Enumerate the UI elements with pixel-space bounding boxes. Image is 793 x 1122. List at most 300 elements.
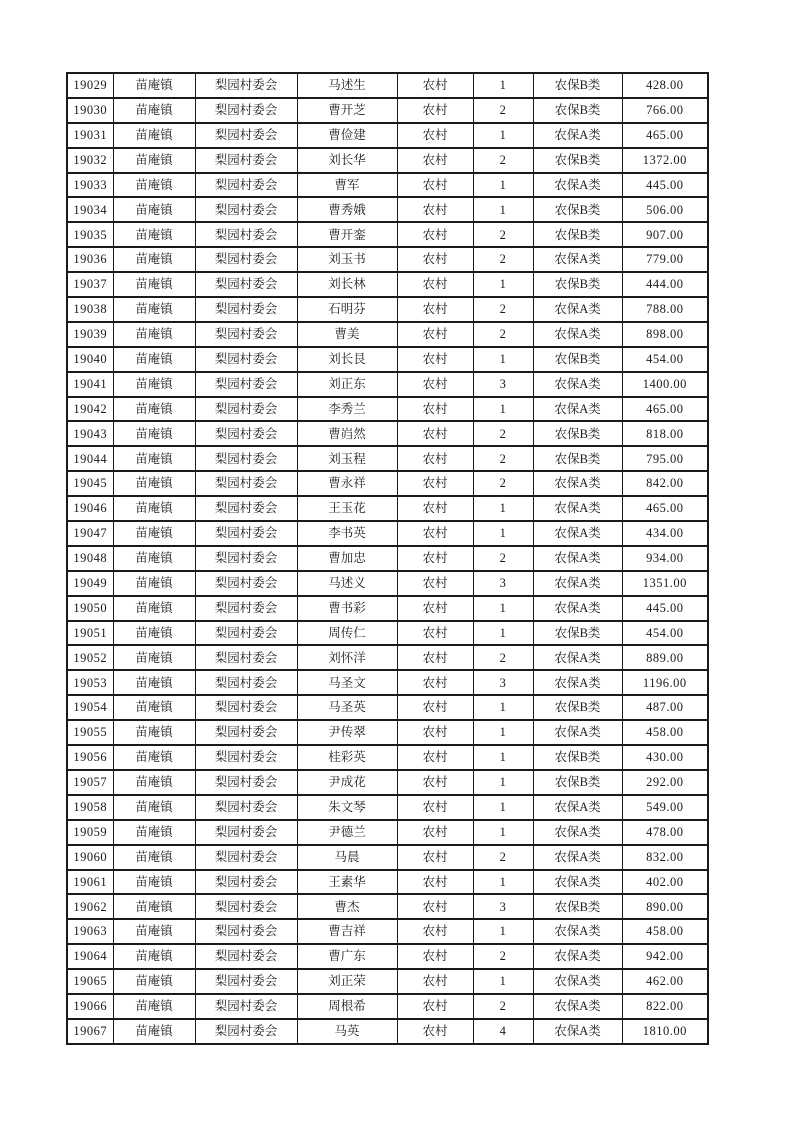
table-row bbox=[67, 1019, 708, 1044]
village-committee: 梨园村委会 bbox=[195, 645, 297, 670]
amount: 430.00 bbox=[622, 745, 708, 770]
table-row bbox=[67, 670, 708, 695]
village-committee: 梨园村委会 bbox=[195, 347, 297, 372]
table-row bbox=[67, 969, 708, 994]
person-count: 2 bbox=[473, 446, 533, 471]
village-committee: 梨园村委会 bbox=[195, 894, 297, 919]
town: 苗庵镇 bbox=[113, 173, 195, 198]
person-name: 曹广东 bbox=[297, 944, 397, 969]
insurance-type: 农保A类 bbox=[533, 521, 622, 546]
amount: 1196.00 bbox=[622, 670, 708, 695]
household-category: 农村 bbox=[397, 322, 473, 347]
household-category: 农村 bbox=[397, 73, 473, 98]
table-row bbox=[67, 795, 708, 820]
insurance-type: 农保B类 bbox=[533, 272, 622, 297]
household-category: 农村 bbox=[397, 247, 473, 272]
record-id: 19050 bbox=[67, 596, 113, 621]
person-name: 曹开銮 bbox=[297, 222, 397, 247]
person-count: 2 bbox=[473, 322, 533, 347]
household-category: 农村 bbox=[397, 347, 473, 372]
amount: 788.00 bbox=[622, 297, 708, 322]
person-name: 刘玉书 bbox=[297, 247, 397, 272]
person-name: 王素华 bbox=[297, 870, 397, 895]
person-name: 刘玉程 bbox=[297, 446, 397, 471]
person-name: 朱文琴 bbox=[297, 795, 397, 820]
person-count: 1 bbox=[473, 347, 533, 372]
person-count: 1 bbox=[473, 795, 533, 820]
insurance-type: 农保A类 bbox=[533, 247, 622, 272]
insurance-type: 农保B类 bbox=[533, 347, 622, 372]
town: 苗庵镇 bbox=[113, 994, 195, 1019]
amount: 907.00 bbox=[622, 222, 708, 247]
person-name: 曹美 bbox=[297, 322, 397, 347]
household-category: 农村 bbox=[397, 770, 473, 795]
town: 苗庵镇 bbox=[113, 670, 195, 695]
amount: 818.00 bbox=[622, 421, 708, 446]
person-count: 3 bbox=[473, 670, 533, 695]
record-id: 19039 bbox=[67, 322, 113, 347]
person-name: 马圣英 bbox=[297, 695, 397, 720]
insurance-type: 农保A类 bbox=[533, 944, 622, 969]
amount: 1351.00 bbox=[622, 571, 708, 596]
town: 苗庵镇 bbox=[113, 471, 195, 496]
person-count: 2 bbox=[473, 148, 533, 173]
insurance-type: 农保B类 bbox=[533, 222, 622, 247]
person-name: 周根希 bbox=[297, 994, 397, 1019]
household-category: 农村 bbox=[397, 272, 473, 297]
amount: 465.00 bbox=[622, 123, 708, 148]
table-row bbox=[67, 421, 708, 446]
insurance-type: 农保A类 bbox=[533, 123, 622, 148]
table-row bbox=[67, 919, 708, 944]
town: 苗庵镇 bbox=[113, 397, 195, 422]
village-committee: 梨园村委会 bbox=[195, 222, 297, 247]
amount: 454.00 bbox=[622, 621, 708, 646]
household-category: 农村 bbox=[397, 197, 473, 222]
town: 苗庵镇 bbox=[113, 1019, 195, 1044]
amount: 445.00 bbox=[622, 596, 708, 621]
household-category: 农村 bbox=[397, 969, 473, 994]
town: 苗庵镇 bbox=[113, 446, 195, 471]
household-category: 农村 bbox=[397, 421, 473, 446]
table-row bbox=[67, 73, 708, 98]
person-count: 1 bbox=[473, 123, 533, 148]
town: 苗庵镇 bbox=[113, 123, 195, 148]
person-count: 1 bbox=[473, 173, 533, 198]
amount: 444.00 bbox=[622, 272, 708, 297]
village-committee: 梨园村委会 bbox=[195, 148, 297, 173]
village-committee: 梨园村委会 bbox=[195, 397, 297, 422]
insurance-type: 农保B类 bbox=[533, 894, 622, 919]
person-count: 1 bbox=[473, 770, 533, 795]
insurance-type: 农保A类 bbox=[533, 596, 622, 621]
person-count: 2 bbox=[473, 645, 533, 670]
amount: 889.00 bbox=[622, 645, 708, 670]
insurance-type: 农保A类 bbox=[533, 919, 622, 944]
village-committee: 梨园村委会 bbox=[195, 98, 297, 123]
record-id: 19058 bbox=[67, 795, 113, 820]
amount: 402.00 bbox=[622, 870, 708, 895]
record-id: 19038 bbox=[67, 297, 113, 322]
insurance-type: 农保A类 bbox=[533, 397, 622, 422]
table-row bbox=[67, 596, 708, 621]
record-id: 19033 bbox=[67, 173, 113, 198]
household-category: 农村 bbox=[397, 471, 473, 496]
record-id: 19037 bbox=[67, 272, 113, 297]
record-id: 19035 bbox=[67, 222, 113, 247]
person-name: 曹秀娥 bbox=[297, 197, 397, 222]
village-committee: 梨园村委会 bbox=[195, 123, 297, 148]
insurance-type: 农保A类 bbox=[533, 372, 622, 397]
record-id: 19051 bbox=[67, 621, 113, 646]
town: 苗庵镇 bbox=[113, 919, 195, 944]
table-row bbox=[67, 247, 708, 272]
village-committee: 梨园村委会 bbox=[195, 969, 297, 994]
table-row bbox=[67, 621, 708, 646]
town: 苗庵镇 bbox=[113, 496, 195, 521]
table-row bbox=[67, 994, 708, 1019]
person-name: 曹吉祥 bbox=[297, 919, 397, 944]
village-committee: 梨园村委会 bbox=[195, 471, 297, 496]
village-committee: 梨园村委会 bbox=[195, 919, 297, 944]
person-name: 曹开芝 bbox=[297, 98, 397, 123]
record-id: 19036 bbox=[67, 247, 113, 272]
amount: 434.00 bbox=[622, 521, 708, 546]
town: 苗庵镇 bbox=[113, 645, 195, 670]
record-id: 19062 bbox=[67, 894, 113, 919]
record-id: 19064 bbox=[67, 944, 113, 969]
insurance-type: 农保B类 bbox=[533, 770, 622, 795]
household-category: 农村 bbox=[397, 695, 473, 720]
village-committee: 梨园村委会 bbox=[195, 745, 297, 770]
household-category: 农村 bbox=[397, 148, 473, 173]
town: 苗庵镇 bbox=[113, 148, 195, 173]
town: 苗庵镇 bbox=[113, 969, 195, 994]
person-count: 1 bbox=[473, 820, 533, 845]
town: 苗庵镇 bbox=[113, 596, 195, 621]
town: 苗庵镇 bbox=[113, 870, 195, 895]
table-row bbox=[67, 446, 708, 471]
record-id: 19054 bbox=[67, 695, 113, 720]
insurance-type: 农保A类 bbox=[533, 820, 622, 845]
amount: 934.00 bbox=[622, 546, 708, 571]
record-id: 19032 bbox=[67, 148, 113, 173]
person-name: 石明芬 bbox=[297, 297, 397, 322]
insurance-type: 农保A类 bbox=[533, 870, 622, 895]
person-count: 4 bbox=[473, 1019, 533, 1044]
town: 苗庵镇 bbox=[113, 770, 195, 795]
person-name: 曹岿然 bbox=[297, 421, 397, 446]
person-name: 曹书彩 bbox=[297, 596, 397, 621]
insurance-type: 农保B类 bbox=[533, 73, 622, 98]
amount: 1810.00 bbox=[622, 1019, 708, 1044]
person-count: 3 bbox=[473, 372, 533, 397]
insurance-type: 农保A类 bbox=[533, 645, 622, 670]
amount: 1400.00 bbox=[622, 372, 708, 397]
town: 苗庵镇 bbox=[113, 372, 195, 397]
record-id: 19061 bbox=[67, 870, 113, 895]
person-name: 王玉花 bbox=[297, 496, 397, 521]
town: 苗庵镇 bbox=[113, 820, 195, 845]
insurance-type: 农保A类 bbox=[533, 795, 622, 820]
household-category: 农村 bbox=[397, 670, 473, 695]
village-committee: 梨园村委会 bbox=[195, 621, 297, 646]
amount: 487.00 bbox=[622, 695, 708, 720]
record-id: 19066 bbox=[67, 994, 113, 1019]
village-committee: 梨园村委会 bbox=[195, 720, 297, 745]
insurance-type: 农保A类 bbox=[533, 670, 622, 695]
person-name: 曹军 bbox=[297, 173, 397, 198]
amount: 458.00 bbox=[622, 720, 708, 745]
village-committee: 梨园村委会 bbox=[195, 1019, 297, 1044]
amount: 795.00 bbox=[622, 446, 708, 471]
amount: 890.00 bbox=[622, 894, 708, 919]
amount: 458.00 bbox=[622, 919, 708, 944]
household-category: 农村 bbox=[397, 795, 473, 820]
table-row bbox=[67, 272, 708, 297]
person-name: 刘怀洋 bbox=[297, 645, 397, 670]
person-name: 桂彩英 bbox=[297, 745, 397, 770]
table-row bbox=[67, 745, 708, 770]
town: 苗庵镇 bbox=[113, 322, 195, 347]
table-row bbox=[67, 297, 708, 322]
insurance-type: 农保A类 bbox=[533, 297, 622, 322]
person-count: 3 bbox=[473, 571, 533, 596]
amount: 766.00 bbox=[622, 98, 708, 123]
insurance-type: 农保B类 bbox=[533, 695, 622, 720]
town: 苗庵镇 bbox=[113, 222, 195, 247]
town: 苗庵镇 bbox=[113, 720, 195, 745]
record-id: 19045 bbox=[67, 471, 113, 496]
household-category: 农村 bbox=[397, 720, 473, 745]
village-committee: 梨园村委会 bbox=[195, 596, 297, 621]
insurance-type: 农保A类 bbox=[533, 496, 622, 521]
insurance-type: 农保B类 bbox=[533, 446, 622, 471]
record-id: 19060 bbox=[67, 845, 113, 870]
table-row bbox=[67, 222, 708, 247]
amount: 292.00 bbox=[622, 770, 708, 795]
insurance-type: 农保B类 bbox=[533, 148, 622, 173]
person-name: 周传仁 bbox=[297, 621, 397, 646]
household-category: 农村 bbox=[397, 297, 473, 322]
person-name: 马晨 bbox=[297, 845, 397, 870]
insurance-type: 农保A类 bbox=[533, 173, 622, 198]
amount: 465.00 bbox=[622, 397, 708, 422]
household-category: 农村 bbox=[397, 845, 473, 870]
household-category: 农村 bbox=[397, 397, 473, 422]
town: 苗庵镇 bbox=[113, 521, 195, 546]
record-id: 19040 bbox=[67, 347, 113, 372]
village-committee: 梨园村委会 bbox=[195, 795, 297, 820]
person-name: 尹德兰 bbox=[297, 820, 397, 845]
amount: 1372.00 bbox=[622, 148, 708, 173]
table-row bbox=[67, 521, 708, 546]
person-count: 2 bbox=[473, 944, 533, 969]
household-category: 农村 bbox=[397, 521, 473, 546]
village-committee: 梨园村委会 bbox=[195, 670, 297, 695]
person-count: 1 bbox=[473, 496, 533, 521]
record-id: 19049 bbox=[67, 571, 113, 596]
village-committee: 梨园村委会 bbox=[195, 197, 297, 222]
table-row bbox=[67, 197, 708, 222]
insurance-type: 农保B类 bbox=[533, 745, 622, 770]
person-count: 2 bbox=[473, 845, 533, 870]
household-category: 农村 bbox=[397, 546, 473, 571]
town: 苗庵镇 bbox=[113, 571, 195, 596]
person-name: 尹成花 bbox=[297, 770, 397, 795]
insurance-type: 农保A类 bbox=[533, 471, 622, 496]
record-id: 19067 bbox=[67, 1019, 113, 1044]
table-row bbox=[67, 870, 708, 895]
household-category: 农村 bbox=[397, 123, 473, 148]
table-row bbox=[67, 173, 708, 198]
person-count: 1 bbox=[473, 919, 533, 944]
town: 苗庵镇 bbox=[113, 944, 195, 969]
table-row bbox=[67, 372, 708, 397]
village-committee: 梨园村委会 bbox=[195, 546, 297, 571]
household-category: 农村 bbox=[397, 571, 473, 596]
table-row bbox=[67, 820, 708, 845]
person-count: 3 bbox=[473, 894, 533, 919]
household-category: 农村 bbox=[397, 173, 473, 198]
table-row bbox=[67, 571, 708, 596]
village-committee: 梨园村委会 bbox=[195, 372, 297, 397]
record-id: 19057 bbox=[67, 770, 113, 795]
person-name: 李书英 bbox=[297, 521, 397, 546]
table-row bbox=[67, 347, 708, 372]
insurance-type: 农保A类 bbox=[533, 1019, 622, 1044]
person-count: 1 bbox=[473, 197, 533, 222]
record-id: 19042 bbox=[67, 397, 113, 422]
village-committee: 梨园村委会 bbox=[195, 496, 297, 521]
village-committee: 梨园村委会 bbox=[195, 944, 297, 969]
person-count: 2 bbox=[473, 994, 533, 1019]
table-row bbox=[67, 845, 708, 870]
town: 苗庵镇 bbox=[113, 197, 195, 222]
household-category: 农村 bbox=[397, 870, 473, 895]
person-count: 1 bbox=[473, 73, 533, 98]
amount: 942.00 bbox=[622, 944, 708, 969]
household-category: 农村 bbox=[397, 820, 473, 845]
town: 苗庵镇 bbox=[113, 421, 195, 446]
person-count: 1 bbox=[473, 969, 533, 994]
village-committee: 梨园村委会 bbox=[195, 994, 297, 1019]
insurance-type: 农保A类 bbox=[533, 322, 622, 347]
household-category: 农村 bbox=[397, 222, 473, 247]
town: 苗庵镇 bbox=[113, 247, 195, 272]
person-name: 曹加忠 bbox=[297, 546, 397, 571]
record-id: 19056 bbox=[67, 745, 113, 770]
insurance-type: 农保A类 bbox=[533, 546, 622, 571]
person-name: 曹永祥 bbox=[297, 471, 397, 496]
village-committee: 梨园村委会 bbox=[195, 297, 297, 322]
village-committee: 梨园村委会 bbox=[195, 173, 297, 198]
amount: 478.00 bbox=[622, 820, 708, 845]
person-name: 刘长林 bbox=[297, 272, 397, 297]
record-id: 19065 bbox=[67, 969, 113, 994]
person-count: 1 bbox=[473, 596, 533, 621]
town: 苗庵镇 bbox=[113, 546, 195, 571]
person-count: 2 bbox=[473, 247, 533, 272]
person-name: 曹俭建 bbox=[297, 123, 397, 148]
insurance-type: 农保A类 bbox=[533, 720, 622, 745]
person-name: 尹传翠 bbox=[297, 720, 397, 745]
household-category: 农村 bbox=[397, 98, 473, 123]
amount: 462.00 bbox=[622, 969, 708, 994]
household-category: 农村 bbox=[397, 596, 473, 621]
record-id: 19041 bbox=[67, 372, 113, 397]
table-row bbox=[67, 98, 708, 123]
amount: 465.00 bbox=[622, 496, 708, 521]
person-count: 1 bbox=[473, 521, 533, 546]
person-name: 刘长华 bbox=[297, 148, 397, 173]
amount: 822.00 bbox=[622, 994, 708, 1019]
village-committee: 梨园村委会 bbox=[195, 770, 297, 795]
person-name: 曹杰 bbox=[297, 894, 397, 919]
household-category: 农村 bbox=[397, 894, 473, 919]
household-category: 农村 bbox=[397, 621, 473, 646]
record-id: 19043 bbox=[67, 421, 113, 446]
village-committee: 梨园村委会 bbox=[195, 820, 297, 845]
record-id: 19063 bbox=[67, 919, 113, 944]
person-count: 2 bbox=[473, 471, 533, 496]
person-name: 马述生 bbox=[297, 73, 397, 98]
record-id: 19047 bbox=[67, 521, 113, 546]
table-row bbox=[67, 471, 708, 496]
person-count: 1 bbox=[473, 272, 533, 297]
insurance-type: 农保B类 bbox=[533, 197, 622, 222]
record-id: 19046 bbox=[67, 496, 113, 521]
insurance-type: 农保A类 bbox=[533, 845, 622, 870]
person-name: 李秀兰 bbox=[297, 397, 397, 422]
town: 苗庵镇 bbox=[113, 621, 195, 646]
amount: 549.00 bbox=[622, 795, 708, 820]
benefits-table bbox=[66, 72, 709, 1045]
household-category: 农村 bbox=[397, 496, 473, 521]
household-category: 农村 bbox=[397, 944, 473, 969]
village-committee: 梨园村委会 bbox=[195, 322, 297, 347]
town: 苗庵镇 bbox=[113, 695, 195, 720]
amount: 428.00 bbox=[622, 73, 708, 98]
household-category: 农村 bbox=[397, 446, 473, 471]
table-body bbox=[67, 73, 708, 1044]
record-id: 19031 bbox=[67, 123, 113, 148]
table-row bbox=[67, 496, 708, 521]
table-row bbox=[67, 397, 708, 422]
household-category: 农村 bbox=[397, 994, 473, 1019]
town: 苗庵镇 bbox=[113, 795, 195, 820]
insurance-type: 农保B类 bbox=[533, 621, 622, 646]
record-id: 19055 bbox=[67, 720, 113, 745]
village-committee: 梨园村委会 bbox=[195, 521, 297, 546]
town: 苗庵镇 bbox=[113, 73, 195, 98]
record-id: 19030 bbox=[67, 98, 113, 123]
table-row bbox=[67, 944, 708, 969]
record-id: 19048 bbox=[67, 546, 113, 571]
person-name: 刘正东 bbox=[297, 372, 397, 397]
insurance-type: 农保A类 bbox=[533, 994, 622, 1019]
table-row bbox=[67, 322, 708, 347]
person-count: 2 bbox=[473, 421, 533, 446]
household-category: 农村 bbox=[397, 1019, 473, 1044]
record-id: 19059 bbox=[67, 820, 113, 845]
village-committee: 梨园村委会 bbox=[195, 421, 297, 446]
town: 苗庵镇 bbox=[113, 272, 195, 297]
person-name: 马英 bbox=[297, 1019, 397, 1044]
table-row bbox=[67, 546, 708, 571]
town: 苗庵镇 bbox=[113, 297, 195, 322]
record-id: 19053 bbox=[67, 670, 113, 695]
